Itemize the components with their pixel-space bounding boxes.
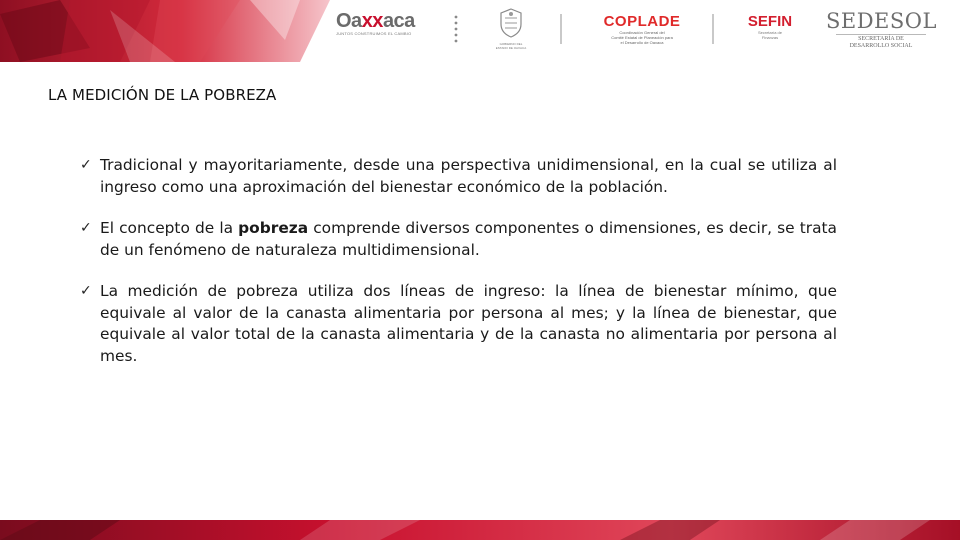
page-title: LA MEDICIÓN DE LA POBREZA: [48, 86, 277, 104]
header-logos: [330, 8, 950, 52]
sedesol-logo: SEDESOL SECRETARÍA DE DESARROLLO SOCIAL: [826, 9, 937, 49]
checkmark-icon: ✓: [80, 220, 92, 236]
checkmark-icon: ✓: [80, 157, 92, 173]
bullet-text: La medición de pobreza utiliza dos líneas de ingreso: la línea de bienestar mínimo, que equivale al valor de la canasta alimentaria por persona al mes; y la línea de bienestar, que equivale al valor total de la canasta alimentaria y de la canasta no alimentaria por persona al mes.: [100, 282, 837, 365]
bullet-list: [80, 155, 837, 367]
list-item: [80, 281, 837, 367]
list-item: [80, 218, 837, 261]
bullet-text: Tradicional y mayoritariamente, desde una perspectiva unidimensional, en la cual se utiliza al ingreso como una aproximación del bienestar económico de la población.: [100, 156, 837, 196]
logo-divider: [560, 14, 562, 44]
checkmark-icon: ✓: [80, 283, 92, 299]
divider-dots-icon: [454, 14, 458, 44]
coplade-logo: COPLADE Coordinación General del Comité Estatal de Planeación para el Desarrollo de Oaxaca: [603, 13, 681, 45]
sefin-logo: SEFIN Secretaría de Finanzas: [747, 13, 793, 40]
bullet-text: El concepto de la pobreza comprende diversos componentes o dimensiones, es decir, se trata de un fenómeno de naturaleza multidimensional.: [100, 219, 837, 259]
header-decorative-band: [0, 0, 330, 62]
bold-term: pobreza: [238, 219, 309, 237]
seal-emblem-icon: [499, 8, 523, 38]
list-item: [80, 155, 837, 198]
oaxaca-logo: Oaxxaca JUNTOS CONSTRUIMOS EL CAMBIO: [336, 10, 415, 36]
logo-divider: [712, 14, 714, 44]
state-seal-logo: GOBIERNO DEL ESTADO DE OAXACA: [494, 8, 528, 52]
footer-decorative-band: [0, 516, 960, 540]
